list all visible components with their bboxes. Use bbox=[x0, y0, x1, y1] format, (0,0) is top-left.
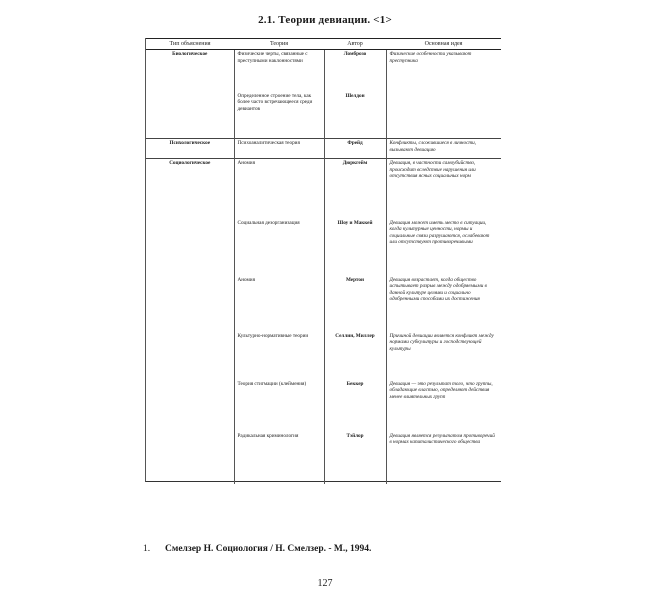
page-title: 2.1. Теории девиации. <1> bbox=[258, 14, 392, 26]
cell-idea: Девиация, в частности самоубийство, происходит вследствие нарушения или отсутствия ясных социальных норм bbox=[386, 159, 501, 219]
cell-idea: Девиация — это результат того, что группы, обладающие властью, определяют действия менее влиятельных групп bbox=[386, 380, 501, 432]
cell-author: Тэйлор bbox=[324, 432, 386, 484]
header-idea: Основная идея bbox=[386, 39, 501, 50]
page-number: 127 bbox=[317, 578, 333, 589]
header-author: Автор bbox=[324, 39, 386, 50]
footnote-number: 1. bbox=[143, 544, 151, 554]
table-header-row bbox=[146, 39, 501, 50]
cell-idea bbox=[386, 92, 501, 139]
table-row bbox=[146, 219, 501, 276]
cell-author: Шелдон bbox=[324, 92, 386, 139]
cell-type: Биологическое bbox=[172, 51, 208, 57]
header-theory: Теория bbox=[234, 39, 324, 50]
cell-type bbox=[146, 380, 234, 432]
table-row bbox=[146, 159, 501, 219]
cell-theory: Аномия bbox=[234, 159, 324, 219]
cell-theory: Аномия bbox=[234, 276, 324, 332]
cell-type bbox=[146, 432, 234, 484]
table-row bbox=[146, 92, 501, 139]
cell-author: Селлин, Миллер bbox=[324, 332, 386, 380]
cell-theory: Радикальная криминология bbox=[234, 432, 324, 484]
cell-idea: Девиация является результатом противоречий в нормах капиталистического общества bbox=[386, 432, 501, 484]
cell-theory: Определенное строение тела, как более часто встречающееся среди девиантов bbox=[234, 92, 324, 139]
cell-idea: Конфликты, сложившиеся в личности, вызывают девиацию bbox=[386, 139, 501, 159]
cell-type bbox=[146, 92, 234, 139]
cell-author: Беккер bbox=[324, 380, 386, 432]
cell-type bbox=[146, 276, 234, 332]
cell-idea: Причиной девиации является конфликт между нормами субкультуры и господствующей культуры bbox=[386, 332, 501, 380]
cell-author: Шоу и Маккей bbox=[324, 219, 386, 276]
cell-theory: Физические черты, связанные с преступными наклонностями bbox=[234, 50, 324, 92]
cell-idea: Физические особенности указывают преступника bbox=[386, 50, 501, 92]
table-row bbox=[146, 139, 501, 159]
table-row bbox=[146, 380, 501, 432]
table-row bbox=[146, 276, 501, 332]
cell-theory: Социальная дезорганизация bbox=[234, 219, 324, 276]
theories-table bbox=[145, 38, 501, 482]
cell-theory: Теория стигмации (клеймения) bbox=[234, 380, 324, 432]
cell-type bbox=[146, 219, 234, 276]
cell-type bbox=[146, 332, 234, 380]
cell-author: Дюркгейм bbox=[324, 159, 386, 219]
table-row bbox=[146, 332, 501, 380]
footnote bbox=[143, 544, 371, 554]
cell-idea: Девиация возрастает, когда общество испытывает разрыв между одобряемыми в данной культуре целями и социально одобренными способами их достижения bbox=[386, 276, 501, 332]
cell-idea: Девиация может иметь место в ситуации, когда культурные ценности, нормы и социальные связи разрушаются, ослабевают или отсутствуют противоречивыми bbox=[386, 219, 501, 276]
table-row bbox=[146, 432, 501, 484]
cell-author: Фрейд bbox=[324, 139, 386, 159]
cell-theory: Культурно-нормативные теории bbox=[234, 332, 324, 380]
header-type: Тип объяснения bbox=[146, 39, 234, 50]
cell-theory: Психоаналитическая теория bbox=[234, 139, 324, 159]
table-row bbox=[146, 50, 501, 92]
footnote-text: Смелзер Н. Социология / Н. Смелзер. - М., 1994. bbox=[165, 544, 372, 554]
cell-type: Психологическое bbox=[146, 139, 234, 159]
cell-author: Ломброзо bbox=[324, 50, 386, 92]
cell-author: Мертон bbox=[324, 276, 386, 332]
cell-type: Социологическое bbox=[146, 159, 234, 219]
